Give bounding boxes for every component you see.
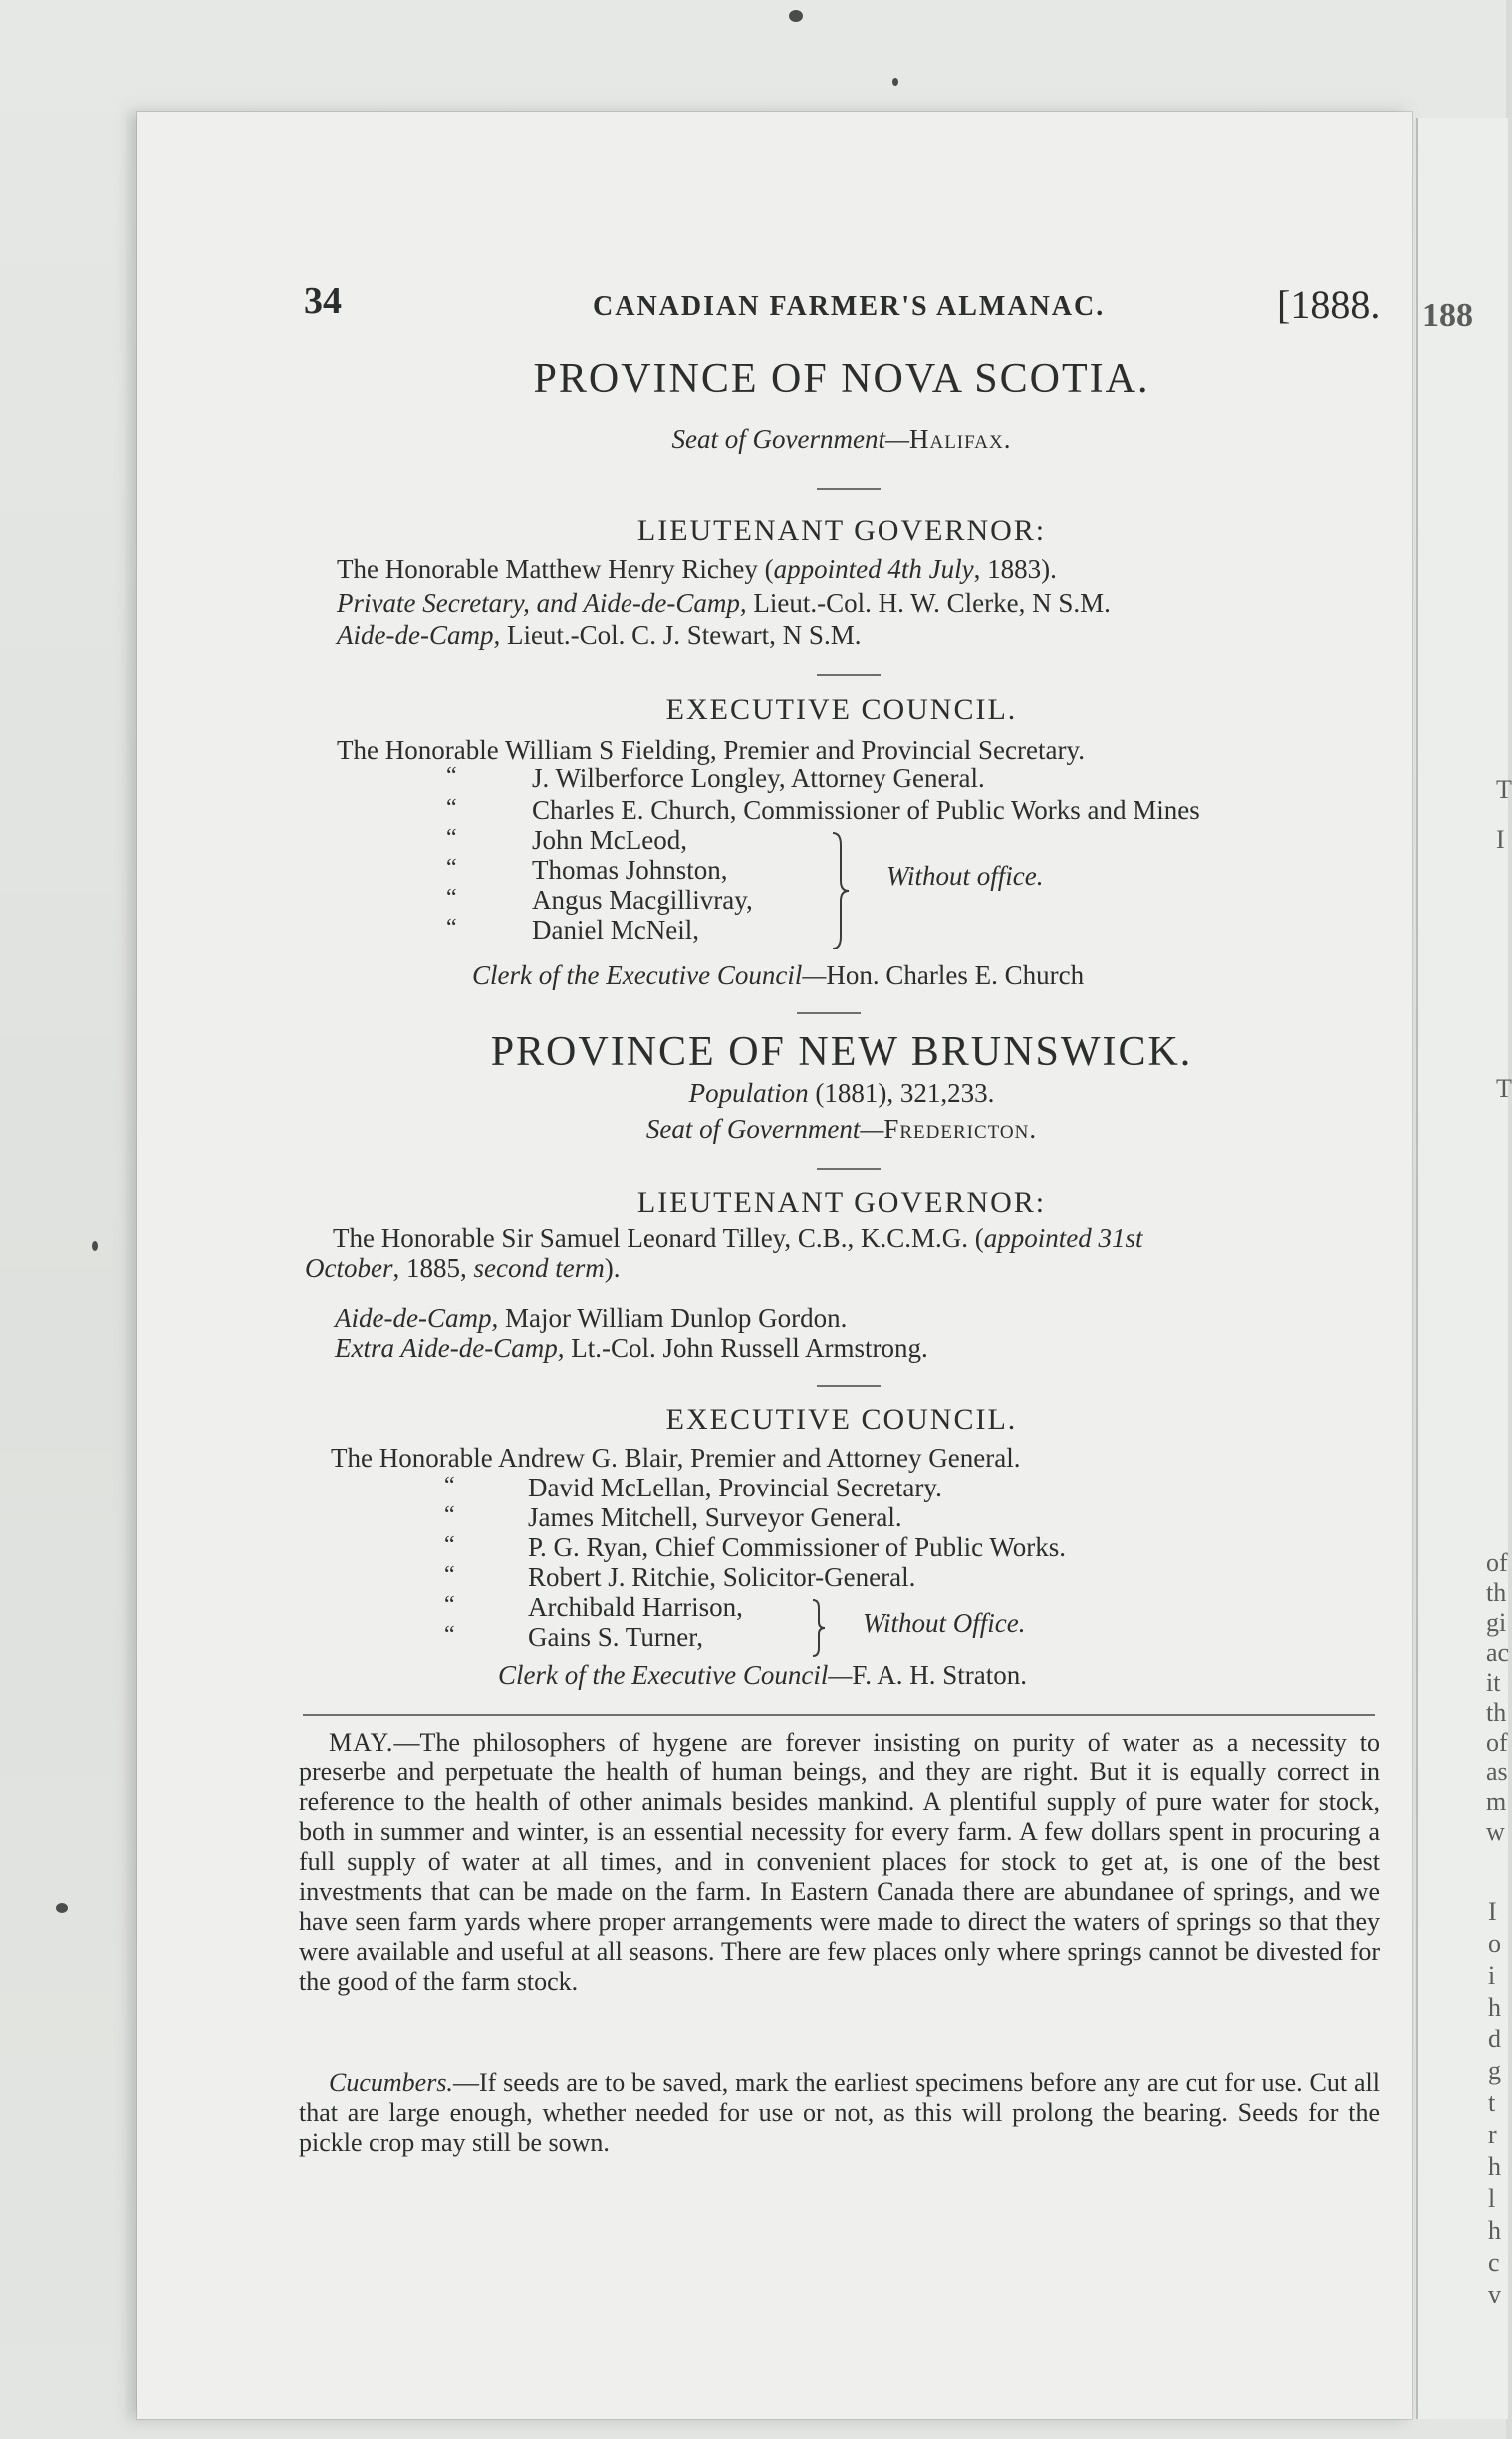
ditto-mark: “ bbox=[446, 795, 457, 821]
nova-scotia-clerk bbox=[472, 960, 1084, 991]
council-member: P. G. Ryan, Chief Commissioner of Public Works. bbox=[528, 1532, 1066, 1562]
role-label: Aide-de-Camp, bbox=[335, 1303, 499, 1333]
page-number: 34 bbox=[304, 280, 342, 322]
note-text: —If seeds are to be saved, mark the earliest specimens before any are cut for use. Cut all that are large enough, whether needed for use or not, as this will prolong the bearing. Seeds for the pickle crop may still be sown. bbox=[299, 2068, 1380, 2157]
adjacent-text-fragment: c bbox=[1488, 2248, 1500, 2277]
adjacent-text-fragment: i bbox=[1488, 1961, 1496, 1990]
seat-label: Seat of Government— bbox=[645, 1114, 884, 1144]
adjacent-text-fragment: I bbox=[1488, 1897, 1497, 1926]
without-office-note: Without Office. bbox=[863, 1608, 1026, 1638]
without-office-note: Without office. bbox=[886, 861, 1044, 891]
lt-gov-name: The Honorable Matthew Henry Richey ( bbox=[337, 554, 774, 584]
nova-scotia-private-secretary bbox=[337, 588, 1111, 619]
adjacent-text-fragment: ac bbox=[1486, 1638, 1510, 1667]
new-brunswick-lt-gov-term bbox=[305, 1253, 620, 1284]
adjacent-text-fragment: h bbox=[1488, 2216, 1501, 2245]
term-note: second term bbox=[473, 1253, 605, 1283]
section-divider bbox=[817, 674, 881, 676]
running-title: CANADIAN FARMER'S ALMANAC. bbox=[593, 291, 1106, 322]
nova-scotia-seat bbox=[299, 424, 1385, 455]
population-label: Population bbox=[688, 1078, 809, 1108]
new-brunswick-lt-gov-heading: LIEUTENANT GOVERNOR: bbox=[636, 1186, 1047, 1219]
page-year: [1888. bbox=[1277, 282, 1381, 327]
ditto-mark: “ bbox=[446, 763, 457, 789]
ditto-mark: “ bbox=[446, 915, 457, 941]
role-holder: Lieut.-Col. C. J. Stewart, N S.M. bbox=[500, 620, 862, 650]
adjacent-text-fragment: w bbox=[1486, 1817, 1505, 1846]
adjacent-text-fragment: of bbox=[1486, 1548, 1508, 1577]
adjacent-page-folio: 188 bbox=[1422, 297, 1473, 334]
lt-gov-appointed: appointed 4th July bbox=[773, 554, 974, 584]
ditto-mark: “ bbox=[444, 1562, 455, 1588]
lt-gov-appointed: appointed 31st bbox=[983, 1223, 1143, 1253]
nova-scotia-exec-heading: EXECUTIVE COUNCIL. bbox=[665, 693, 1018, 726]
adjacent-page bbox=[1416, 118, 1512, 2419]
scan-dust bbox=[789, 10, 803, 22]
role-holder: Major William Dunlop Gordon. bbox=[498, 1303, 848, 1333]
new-brunswick-aide-de-camp bbox=[335, 1303, 847, 1334]
adjacent-text-fragment: m bbox=[1486, 1787, 1507, 1816]
adjacent-text-fragment: h bbox=[1488, 1993, 1501, 2022]
brace-icon bbox=[809, 1598, 829, 1658]
council-member: Robert J. Ritchie, Solicitor-General. bbox=[528, 1562, 916, 1592]
clerk-label: Clerk of the Executive Council— bbox=[498, 1660, 853, 1690]
role-label: Extra Aide-de-Camp, bbox=[335, 1333, 565, 1363]
brace-icon bbox=[829, 831, 851, 950]
adjacent-text-fragment: of bbox=[1486, 1728, 1508, 1757]
adjacent-text-fragment: l bbox=[1488, 2184, 1496, 2213]
role-holder: Lieut.-Col. H. W. Clerke, N S.M. bbox=[746, 588, 1111, 618]
nova-scotia-title: PROVINCE OF NOVA SCOTIA. bbox=[533, 356, 1150, 402]
scan-dust bbox=[892, 78, 898, 86]
ditto-mark: “ bbox=[444, 1592, 455, 1618]
appointed-month: October bbox=[305, 1253, 393, 1283]
clerk-name: Hon. Charles E. Church bbox=[826, 960, 1085, 990]
adjacent-text-fragment: gi bbox=[1486, 1608, 1507, 1637]
new-brunswick-extra-aide bbox=[335, 1333, 928, 1364]
note-label: MAY. bbox=[329, 1728, 394, 1757]
new-brunswick-seat bbox=[299, 1114, 1385, 1145]
council-member: Daniel McNeil, bbox=[532, 915, 699, 945]
adjacent-text-fragment: h bbox=[1488, 2152, 1501, 2181]
adjacent-text-fragment: th bbox=[1486, 1698, 1507, 1727]
council-member: Angus Macgillivray, bbox=[532, 885, 753, 915]
new-brunswick-exec-heading: EXECUTIVE COUNCIL. bbox=[665, 1403, 1018, 1436]
adjacent-text-fragment: d bbox=[1488, 2025, 1501, 2053]
nova-scotia-premier: The Honorable William S Fielding, Premier and Provincial Secretary. bbox=[337, 735, 1085, 765]
clerk-label: Clerk of the Executive Council— bbox=[472, 960, 827, 990]
council-member: James Mitchell, Surveyor General. bbox=[528, 1502, 902, 1532]
new-brunswick-premier: The Honorable Andrew G. Blair, Premier and Attorney General. bbox=[331, 1443, 1021, 1473]
adjacent-text-fragment: as bbox=[1486, 1758, 1508, 1786]
council-member: Charles E. Church, Commissioner of Public Works and Mines bbox=[532, 795, 1200, 825]
new-brunswick-lt-gov-line bbox=[333, 1223, 1142, 1254]
council-member: David McLellan, Provincial Secretary. bbox=[528, 1473, 942, 1502]
new-brunswick-clerk bbox=[498, 1660, 1027, 1691]
note-text: —The philosophers of hygene are forever insisting on purity of water as a necessity to preserbe and perpetuate the health of human beings, and they are right. But it is equally correct in reference to the health of other animals besides mankind. A plentiful supply of pure water for stock, both in summer and winter, is an essential necessity for every farm. A few dollars spent in procuring a full supply of water at all times, and in convenient places for stock to get at, is one of the best investments that can be made on the farm. In Eastern Canada there are abundanee of springs, and we have seen farm yards where proper arrangements were made to direct the waters of springs so that they were available and useful at all seasons. There are few places only where springs cannot be divested for the good of the farm stock. bbox=[299, 1728, 1380, 1996]
section-divider bbox=[817, 1168, 881, 1170]
adjacent-text-fragment: g bbox=[1488, 2056, 1501, 2085]
may-note bbox=[299, 1728, 1380, 1997]
new-brunswick-population bbox=[299, 1078, 1385, 1109]
ditto-mark: “ bbox=[444, 1532, 455, 1558]
adjacent-text-fragment: T bbox=[1496, 775, 1512, 804]
adjacent-text-fragment: th bbox=[1486, 1578, 1507, 1607]
note-label: Cucumbers. bbox=[329, 2068, 453, 2097]
clerk-name: F. A. H. Straton. bbox=[852, 1660, 1027, 1690]
role-label: Aide-de-Camp, bbox=[337, 620, 501, 650]
section-divider bbox=[817, 1385, 881, 1387]
scan-dust bbox=[56, 1903, 68, 1913]
council-member: John McLeod, bbox=[532, 825, 687, 855]
section-divider bbox=[817, 488, 881, 490]
seat-value: Fredericton. bbox=[883, 1114, 1038, 1144]
council-member: Gains S. Turner, bbox=[528, 1622, 703, 1652]
lt-gov-name: The Honorable Sir Samuel Leonard Tilley, C.B., K.C.M.G. ( bbox=[333, 1223, 984, 1253]
term-close: ). bbox=[604, 1253, 621, 1283]
council-member: Archibald Harrison, bbox=[528, 1592, 743, 1622]
seat-label: Seat of Government— bbox=[671, 424, 909, 454]
adjacent-text-fragment: T bbox=[1496, 1074, 1512, 1103]
role-holder: Lt.-Col. John Russell Armstrong. bbox=[564, 1333, 928, 1363]
ditto-mark: “ bbox=[444, 1502, 455, 1528]
seat-value: Halifax. bbox=[908, 424, 1012, 454]
role-label: Private Secretary, and Aide-de-Camp, bbox=[337, 588, 747, 618]
lt-gov-year: , 1883). bbox=[973, 554, 1057, 584]
nova-scotia-lt-gov-line bbox=[337, 554, 1057, 585]
nova-scotia-lt-gov-heading: LIEUTENANT GOVERNOR: bbox=[636, 514, 1047, 547]
adjacent-text-fragment: t bbox=[1488, 2088, 1496, 2117]
section-divider bbox=[797, 1012, 861, 1014]
ditto-mark: “ bbox=[446, 885, 457, 911]
scan-dust bbox=[92, 1241, 98, 1251]
ditto-mark: “ bbox=[446, 855, 457, 881]
ditto-mark: “ bbox=[446, 825, 457, 851]
adjacent-text-fragment: I bbox=[1496, 825, 1505, 854]
council-member: Thomas Johnston, bbox=[532, 855, 728, 885]
ditto-mark: “ bbox=[444, 1473, 455, 1498]
population-value: (1881), 321,233. bbox=[808, 1078, 995, 1108]
adjacent-text-fragment: it bbox=[1486, 1668, 1501, 1697]
ditto-mark: “ bbox=[444, 1622, 455, 1648]
council-member: J. Wilberforce Longley, Attorney General. bbox=[532, 763, 985, 793]
adjacent-text-fragment: o bbox=[1488, 1929, 1501, 1958]
adjacent-text-fragment: v bbox=[1488, 2280, 1501, 2308]
new-brunswick-title: PROVINCE OF NEW BRUNSWICK. bbox=[490, 1029, 1193, 1075]
appointed-year: , 1885, bbox=[392, 1253, 474, 1283]
cucumbers-note bbox=[299, 2068, 1380, 2158]
adjacent-text-fragment: r bbox=[1488, 2120, 1497, 2149]
notes-divider bbox=[303, 1714, 1375, 1716]
nova-scotia-aide-de-camp bbox=[337, 620, 861, 651]
